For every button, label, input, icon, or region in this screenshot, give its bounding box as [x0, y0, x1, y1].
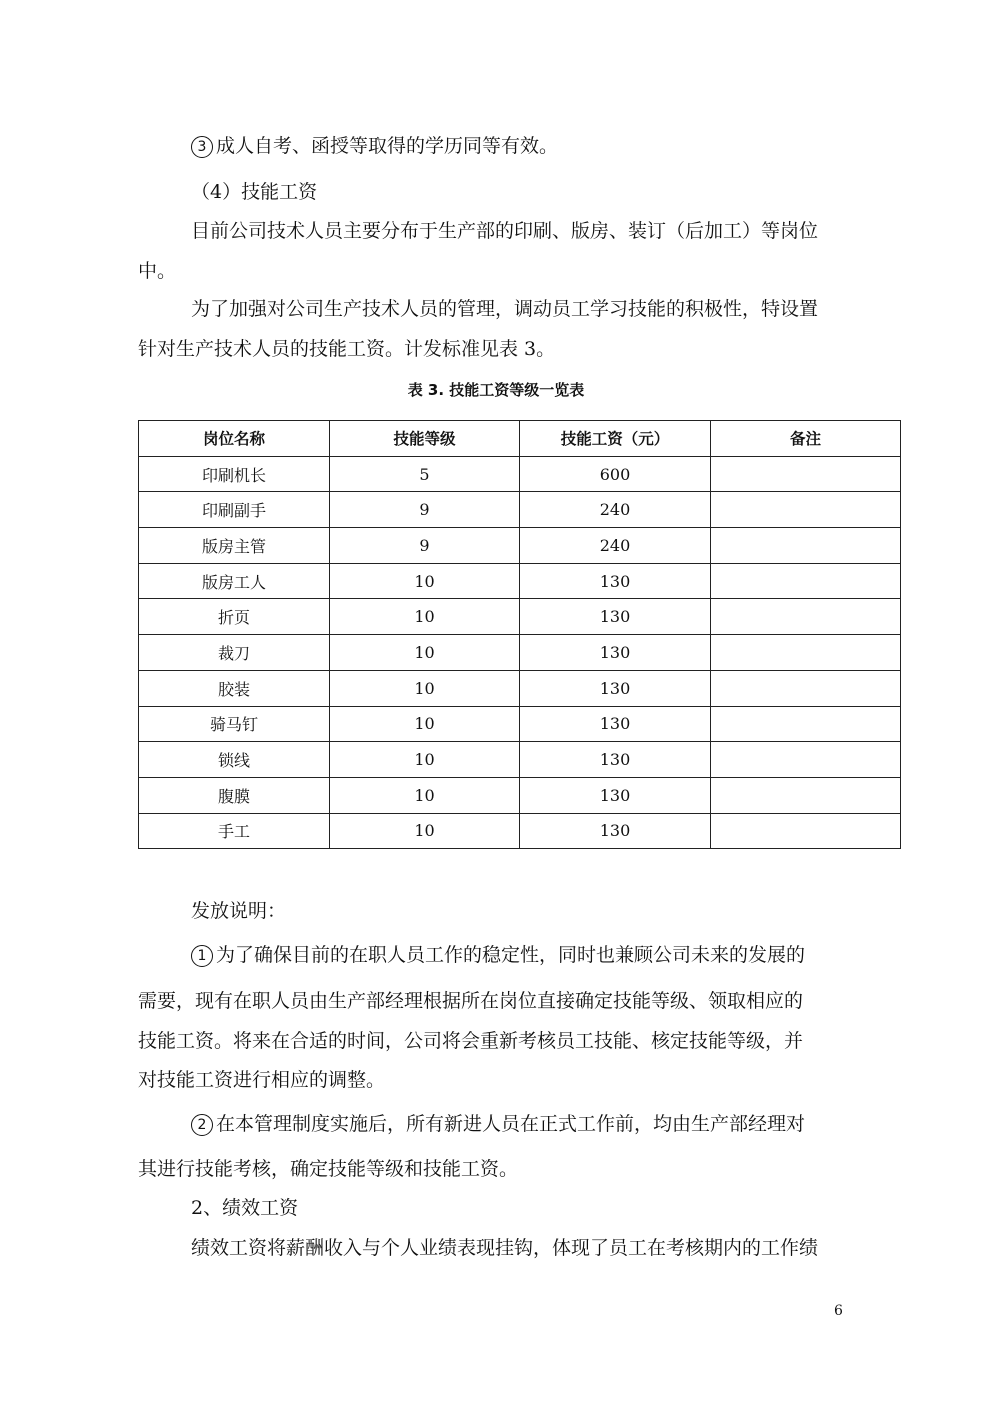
- paragraph-1-line-1: 目前公司技术人员主要分布于生产部的印刷、版房、装订（后加工）等岗位: [191, 220, 819, 242]
- section-heading-skill-wage: （4）技能工资: [191, 181, 318, 203]
- section-2-heading: 2、绩效工资: [191, 1197, 299, 1219]
- table-row: [139, 563, 901, 599]
- header-skill-level: 技能等级: [330, 421, 520, 457]
- cell-remarks: [711, 670, 901, 706]
- table-row: [139, 777, 901, 813]
- cell-level: 10: [330, 706, 520, 742]
- cell-remarks: [711, 777, 901, 813]
- table-row: [139, 528, 901, 564]
- cell-wage: 130: [520, 706, 711, 742]
- cell-wage: 130: [520, 670, 711, 706]
- cell-position: 锁线: [139, 742, 330, 778]
- header-skill-wage: 技能工资（元）: [520, 421, 711, 457]
- cell-remarks: [711, 563, 901, 599]
- table-row: [139, 599, 901, 635]
- page-number: 6: [834, 1303, 843, 1319]
- table-row: [139, 742, 901, 778]
- cell-position: 胶装: [139, 670, 330, 706]
- item-3-text: 成人自考、函授等取得的学历同等有效。: [216, 135, 559, 157]
- circled-number-3: 3: [191, 136, 213, 158]
- cell-level: 10: [330, 777, 520, 813]
- note-2-line-2: 其进行技能考核，确定技能等级和技能工资。: [138, 1158, 519, 1180]
- cell-level: 10: [330, 599, 520, 635]
- table-row: [139, 813, 901, 849]
- circled-number-2: 2: [191, 1114, 213, 1136]
- cell-remarks: [711, 528, 901, 564]
- table-row: [139, 456, 901, 492]
- cell-remarks: [711, 492, 901, 528]
- table-row: [139, 635, 901, 671]
- cell-position: 印刷机长: [139, 456, 330, 492]
- note-1-line-3: 技能工资。将来在合适的时间，公司将会重新考核员工技能、核定技能等级，并: [138, 1030, 804, 1052]
- cell-level: 9: [330, 528, 520, 564]
- cell-wage: 240: [520, 528, 711, 564]
- circled-number-1: 1: [191, 945, 213, 967]
- notes-heading: 发放说明：: [191, 900, 287, 922]
- cell-wage: 130: [520, 813, 711, 849]
- cell-position: 裁刀: [139, 635, 330, 671]
- cell-position: 印刷副手: [139, 492, 330, 528]
- item-3-line: [191, 134, 558, 158]
- table-caption: 表 3. 技能工资等级一览表: [407, 381, 585, 399]
- note-1-line-1: [191, 943, 805, 967]
- cell-position: 版房工人: [139, 563, 330, 599]
- cell-level: 10: [330, 635, 520, 671]
- cell-remarks: [711, 635, 901, 671]
- table-row: [139, 706, 901, 742]
- cell-remarks: [711, 706, 901, 742]
- cell-position: 骑马钉: [139, 706, 330, 742]
- paragraph-1-line-2: 中。: [138, 260, 177, 282]
- cell-position: 折页: [139, 599, 330, 635]
- note-2-line-1: [191, 1112, 805, 1136]
- cell-level: 9: [330, 492, 520, 528]
- cell-remarks: [711, 599, 901, 635]
- note-1-text-1: 为了确保目前的在职人员工作的稳定性，同时也兼顾公司未来的发展的: [216, 944, 806, 966]
- paragraph-2-line-2: 针对生产技术人员的技能工资。计发标准见表 3。: [138, 338, 556, 360]
- cell-remarks: [711, 456, 901, 492]
- table-row: [139, 670, 901, 706]
- note-2-text-1: 在本管理制度实施后，所有新进人员在正式工作前，均由生产部经理对: [216, 1113, 806, 1135]
- table-row: [139, 492, 901, 528]
- cell-remarks: [711, 742, 901, 778]
- header-remarks: 备注: [711, 421, 901, 457]
- cell-wage: 130: [520, 563, 711, 599]
- cell-position: 腹膜: [139, 777, 330, 813]
- cell-wage: 130: [520, 599, 711, 635]
- cell-wage: 600: [520, 456, 711, 492]
- note-1-line-4: 对技能工资进行相应的调整。: [138, 1069, 386, 1091]
- paragraph-2-line-1: 为了加强对公司生产技术人员的管理，调动员工学习技能的积极性，特设置: [191, 298, 819, 320]
- cell-level: 10: [330, 742, 520, 778]
- skill-wage-table: [138, 420, 901, 849]
- table-header-row: [139, 421, 901, 457]
- cell-position: 版房主管: [139, 528, 330, 564]
- cell-wage: 130: [520, 777, 711, 813]
- cell-level: 10: [330, 563, 520, 599]
- cell-level: 10: [330, 813, 520, 849]
- cell-wage: 240: [520, 492, 711, 528]
- cell-level: 10: [330, 670, 520, 706]
- header-position-name: 岗位名称: [139, 421, 330, 457]
- cell-level: 5: [330, 456, 520, 492]
- cell-position: 手工: [139, 813, 330, 849]
- cell-remarks: [711, 813, 901, 849]
- note-1-line-2: 需要，现有在职人员由生产部经理根据所在岗位直接确定技能等级、领取相应的: [138, 990, 804, 1012]
- cell-wage: 130: [520, 635, 711, 671]
- section-2-line-1: 绩效工资将薪酬收入与个人业绩表现挂钩，体现了员工在考核期内的工作绩: [191, 1237, 819, 1259]
- cell-wage: 130: [520, 742, 711, 778]
